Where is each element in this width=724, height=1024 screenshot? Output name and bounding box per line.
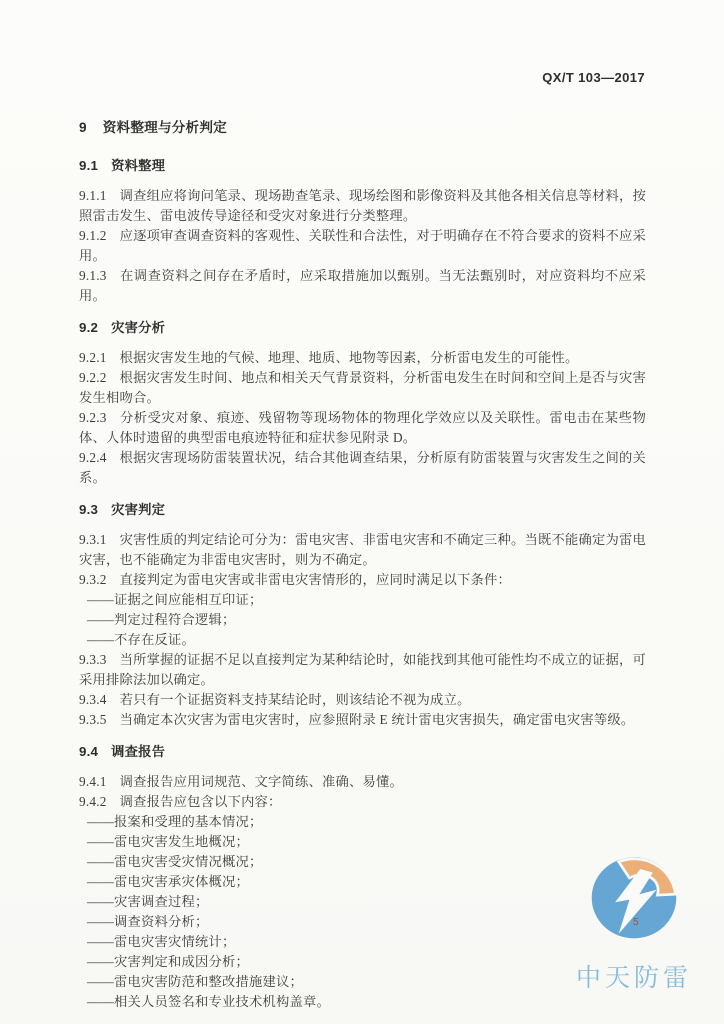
clause-paragraph — [79, 710, 646, 730]
clause-text: ——相关人员签名和专业技术机构盖章。 — [87, 994, 330, 1009]
dash-list-item — [79, 610, 646, 630]
subsection-heading — [79, 742, 646, 762]
page-number: 5 — [633, 917, 639, 928]
clause-number: 9.4.2 — [79, 794, 107, 809]
clause-number: 9.3 — [79, 502, 99, 517]
clause-number: 9.2.2 — [79, 370, 107, 385]
dash-list-item — [79, 952, 646, 972]
clause-number: 9.2.4 — [79, 450, 107, 465]
clause-text: 灾害分析 — [111, 320, 166, 335]
clause-text: 直接判定为雷电灾害或非雷电灾害情形的，应同时满足以下条件： — [119, 572, 512, 587]
clause-text: 应逐项审查调查资料的客观性、关联性和合法性，对于明确存在不符合要求的资料不应采用。 — [79, 228, 646, 263]
clause-text: ——灾害判定和成因分析； — [87, 954, 249, 969]
clause-number: 9.1.1 — [79, 188, 107, 203]
clause-paragraph — [79, 570, 646, 590]
clause-number: 9.3.5 — [79, 712, 107, 727]
clause-number: 9.3.4 — [79, 692, 107, 707]
clause-paragraph — [79, 226, 646, 266]
clause-number: 9.1.3 — [79, 268, 107, 283]
clause-text: 调查报告应用词规范、文字简练、准确、易懂。 — [119, 774, 404, 789]
clause-paragraph — [79, 448, 646, 488]
subsection-heading — [79, 318, 646, 338]
clause-paragraph — [79, 186, 646, 226]
dash-list-item — [79, 912, 646, 932]
clause-number: 9.1.2 — [79, 228, 107, 243]
clause-text: 当所掌握的证据不足以直接判定为某种结论时，如能找到其他可能性均不成立的证据，可采用排除法加以确定。 — [79, 652, 646, 687]
clause-text: 若只有一个证据资料支持某结论时，则该结论不视为成立。 — [119, 692, 471, 707]
section-heading — [79, 118, 646, 138]
subsection-heading — [79, 156, 646, 176]
clause-text: ——不存在反证。 — [87, 632, 195, 647]
clause-number: 9.3.1 — [79, 532, 107, 547]
clause-paragraph — [79, 368, 646, 408]
dash-list-item — [79, 872, 646, 892]
clause-text: ——雷电灾害防范和整改措施建议； — [87, 974, 303, 989]
clause-text: 灾害性质的判定结论可分为：雷电灾害、非雷电灾害和不确定三种。当既不能确定为雷电灾害，也不能确定为非雷电灾害时，则为不确定。 — [79, 532, 646, 567]
clause-number: 9.2.1 — [79, 350, 107, 365]
clause-text: ——雷电灾害受灾情况概况； — [87, 854, 263, 869]
dash-list-item — [79, 812, 646, 832]
clause-paragraph — [79, 792, 646, 812]
clause-text: 在调查资料之间存在矛盾时，应采取措施加以甄别。当无法甄别时，对应资料均不应采用。 — [79, 268, 646, 303]
clause-paragraph — [79, 266, 646, 306]
clause-text: ——灾害调查过程； — [87, 894, 209, 909]
clause-text: 资料整理与分析判定 — [102, 120, 227, 135]
dash-list-item — [79, 892, 646, 912]
clause-paragraph — [79, 408, 646, 448]
clause-paragraph — [79, 690, 646, 710]
clause-text: ——调查资料分析； — [87, 914, 209, 929]
clause-number: 9.3.2 — [79, 572, 107, 587]
clause-text: ——判定过程符合逻辑； — [87, 612, 236, 627]
clause-paragraph — [79, 650, 646, 690]
clause-paragraph — [79, 772, 646, 792]
dash-list-item — [79, 590, 646, 610]
dash-list-item — [79, 630, 646, 650]
clause-number: 9.3.3 — [79, 652, 107, 667]
clause-text: 调查组应将询问笔录、现场勘查笔录、现场绘图和影像资料及其他各相关信息等材料，按照雷击发生、雷电波传导途径和受灾对象进行分类整理。 — [79, 188, 646, 223]
clause-text: 当确定本次灾害为雷电灾害时，应参照附录 E 统计雷电灾害损失，确定雷电灾害等级。 — [119, 712, 635, 727]
clause-text: 根据灾害发生地的气候、地理、地质、地物等因素，分析雷电发生的可能性。 — [119, 350, 579, 365]
clause-text: ——雷电灾害承灾体概况； — [87, 874, 249, 889]
dash-list-item — [79, 852, 646, 872]
clause-number: 9.4 — [79, 744, 99, 759]
clause-text: 分析受灾对象、痕迹、残留物等现场物体的物理化学效应以及关联性。雷电击在某些物体、人体时遗留的典型雷电痕迹特征和症状参见附录 D。 — [79, 410, 646, 445]
clause-number: 9.2.3 — [79, 410, 107, 425]
clause-paragraph — [79, 348, 646, 368]
dash-list-item — [79, 972, 646, 992]
subsection-heading — [79, 500, 646, 520]
clause-number: 9 — [79, 120, 87, 135]
clause-text: 资料整理 — [111, 158, 166, 173]
standard-number: QX/T 103—2017 — [542, 70, 645, 85]
clause-number: 9.4.1 — [79, 774, 107, 789]
dash-list-item — [79, 932, 646, 952]
clause-text: ——雷电灾害灾情统计； — [87, 934, 236, 949]
clause-paragraph — [79, 530, 646, 570]
dash-list-item — [79, 992, 646, 1012]
clause-text: 根据灾害现场防雷装置状况，结合其他调查结果，分析原有防雷装置与灾害发生之间的关系。 — [79, 450, 646, 485]
clause-number: 9.2 — [79, 320, 99, 335]
watermark-text: 中天防雷 — [575, 964, 692, 992]
document-body — [79, 118, 646, 1012]
clause-text: 灾害判定 — [111, 502, 166, 517]
clause-text: ——报案和受理的基本情况； — [87, 814, 263, 829]
dash-list-item — [79, 832, 646, 852]
clause-text: 根据灾害发生时间、地点和相关天气背景资料，分析雷电发生在时间和空间上是否与灾害发生相吻合。 — [79, 370, 646, 405]
clause-text: ——雷电灾害发生地概况； — [87, 834, 249, 849]
clause-text: 调查报告 — [111, 744, 166, 759]
clause-text: ——证据之间应能相互印证； — [87, 592, 263, 607]
clause-number: 9.1 — [79, 158, 99, 173]
clause-text: 调查报告应包含以下内容： — [119, 794, 282, 809]
